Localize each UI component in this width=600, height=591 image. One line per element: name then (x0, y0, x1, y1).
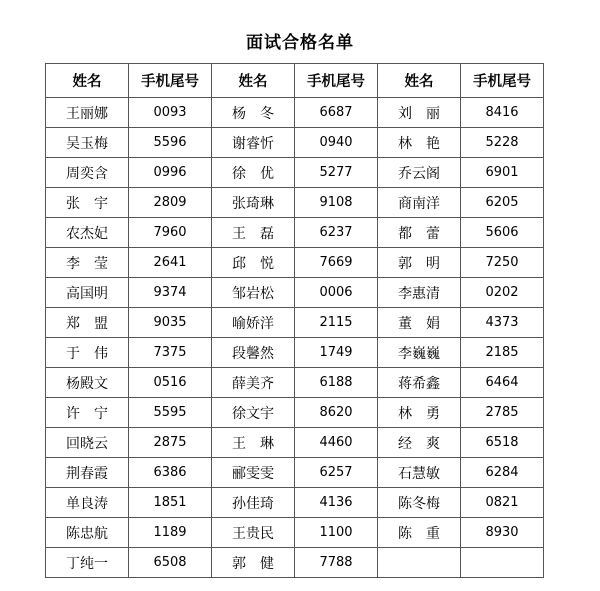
phone-suffix-cell: 5606 (461, 218, 544, 248)
phone-suffix-cell: 6687 (295, 98, 378, 128)
phone-suffix-cell: 7788 (295, 548, 378, 578)
phone-suffix-cell: 0093 (129, 98, 212, 128)
phone-suffix-cell: 5595 (129, 398, 212, 428)
name-cell: 农杰妃 (46, 218, 129, 248)
column-header-name: 姓名 (212, 64, 295, 98)
name-cell: 吴玉梅 (46, 128, 129, 158)
name-cell: 回晓云 (46, 428, 129, 458)
name-cell: 于 伟 (46, 338, 129, 368)
table-row (46, 128, 544, 158)
phone-suffix-cell: 7375 (129, 338, 212, 368)
name-cell: 董 娟 (378, 308, 461, 338)
name-cell: 王 琳 (212, 428, 295, 458)
phone-suffix-cell: 6518 (461, 428, 544, 458)
table-row (46, 248, 544, 278)
phone-suffix-cell: 0821 (461, 488, 544, 518)
phone-suffix-cell: 0516 (129, 368, 212, 398)
name-cell: 喻娇洋 (212, 308, 295, 338)
phone-suffix-cell: 5228 (461, 128, 544, 158)
phone-suffix-cell (461, 548, 544, 578)
phone-suffix-cell: 6386 (129, 458, 212, 488)
name-cell: 杨 冬 (212, 98, 295, 128)
name-cell: 石慧敏 (378, 458, 461, 488)
phone-suffix-cell: 6284 (461, 458, 544, 488)
phone-suffix-cell: 2641 (129, 248, 212, 278)
table-row (46, 338, 544, 368)
phone-suffix-cell: 0202 (461, 278, 544, 308)
column-header-name: 姓名 (378, 64, 461, 98)
table-header-row (46, 64, 544, 98)
phone-suffix-cell: 0940 (295, 128, 378, 158)
phone-suffix-cell: 9035 (129, 308, 212, 338)
name-cell: 段馨然 (212, 338, 295, 368)
phone-suffix-cell: 9374 (129, 278, 212, 308)
table-body (46, 98, 544, 578)
name-cell: 孙佳琦 (212, 488, 295, 518)
name-cell: 王 磊 (212, 218, 295, 248)
name-cell: 张琦琳 (212, 188, 295, 218)
phone-suffix-cell: 1189 (129, 518, 212, 548)
column-header-phone-suffix: 手机尾号 (461, 64, 544, 98)
name-cell: 郭 明 (378, 248, 461, 278)
phone-suffix-cell: 1851 (129, 488, 212, 518)
name-cell: 乔云阁 (378, 158, 461, 188)
name-cell: 许 宁 (46, 398, 129, 428)
name-cell: 郭 健 (212, 548, 295, 578)
page-title: 面试合格名单 (246, 33, 354, 53)
table-row (46, 368, 544, 398)
phone-suffix-cell: 7960 (129, 218, 212, 248)
table-row (46, 308, 544, 338)
name-cell: 周奕含 (46, 158, 129, 188)
table-row (46, 458, 544, 488)
name-cell: 商南洋 (378, 188, 461, 218)
phone-suffix-cell: 4373 (461, 308, 544, 338)
name-cell: 陈 重 (378, 518, 461, 548)
name-cell: 蒋希鑫 (378, 368, 461, 398)
phone-suffix-cell: 8930 (461, 518, 544, 548)
name-cell: 经 爽 (378, 428, 461, 458)
phone-suffix-cell: 1100 (295, 518, 378, 548)
column-header-phone-suffix: 手机尾号 (295, 64, 378, 98)
phone-suffix-cell: 1749 (295, 338, 378, 368)
column-header-phone-suffix: 手机尾号 (129, 64, 212, 98)
phone-suffix-cell: 7250 (461, 248, 544, 278)
phone-suffix-cell: 0996 (129, 158, 212, 188)
phone-suffix-cell: 6508 (129, 548, 212, 578)
name-cell: 郦雯雯 (212, 458, 295, 488)
phone-suffix-cell: 5596 (129, 128, 212, 158)
name-cell: 薛美齐 (212, 368, 295, 398)
phone-suffix-cell: 0006 (295, 278, 378, 308)
name-cell: 张 宇 (46, 188, 129, 218)
phone-suffix-cell: 8416 (461, 98, 544, 128)
name-cell: 徐 优 (212, 158, 295, 188)
name-cell: 王贵民 (212, 518, 295, 548)
name-cell: 邹岩松 (212, 278, 295, 308)
phone-suffix-cell: 4136 (295, 488, 378, 518)
name-cell: 林 勇 (378, 398, 461, 428)
table-row (46, 548, 544, 578)
phone-suffix-cell: 8620 (295, 398, 378, 428)
name-cell: 王丽娜 (46, 98, 129, 128)
phone-suffix-cell: 2875 (129, 428, 212, 458)
table-row (46, 428, 544, 458)
phone-suffix-cell: 2185 (461, 338, 544, 368)
phone-suffix-cell: 6237 (295, 218, 378, 248)
name-cell: 徐文宇 (212, 398, 295, 428)
phone-suffix-cell: 2809 (129, 188, 212, 218)
name-cell: 单良涛 (46, 488, 129, 518)
column-header-name: 姓名 (46, 64, 129, 98)
phone-suffix-cell: 6901 (461, 158, 544, 188)
table-row (46, 488, 544, 518)
phone-suffix-cell: 9108 (295, 188, 378, 218)
phone-suffix-cell: 4460 (295, 428, 378, 458)
table-row (46, 188, 544, 218)
phone-suffix-cell: 7669 (295, 248, 378, 278)
name-cell: 谢睿忻 (212, 128, 295, 158)
name-cell: 林 艳 (378, 128, 461, 158)
table-row (46, 398, 544, 428)
phone-suffix-cell: 6464 (461, 368, 544, 398)
table-row (46, 278, 544, 308)
name-cell: 李 莹 (46, 248, 129, 278)
name-cell: 李惠清 (378, 278, 461, 308)
phone-suffix-cell: 6257 (295, 458, 378, 488)
name-cell: 郑 盟 (46, 308, 129, 338)
name-cell: 高国明 (46, 278, 129, 308)
name-cell: 都 蕾 (378, 218, 461, 248)
name-cell: 李巍巍 (378, 338, 461, 368)
name-cell: 陈冬梅 (378, 488, 461, 518)
phone-suffix-cell: 6205 (461, 188, 544, 218)
name-cell: 荆春霞 (46, 458, 129, 488)
phone-suffix-cell: 5277 (295, 158, 378, 188)
phone-suffix-cell: 2785 (461, 398, 544, 428)
name-cell (378, 548, 461, 578)
name-cell: 陈忠航 (46, 518, 129, 548)
phone-suffix-cell: 6188 (295, 368, 378, 398)
name-cell: 丁纯一 (46, 548, 129, 578)
phone-suffix-cell: 2115 (295, 308, 378, 338)
table-row (46, 98, 544, 128)
name-cell: 刘 丽 (378, 98, 461, 128)
table-row (46, 158, 544, 188)
name-cell: 杨殿文 (46, 368, 129, 398)
name-cell: 邱 悦 (212, 248, 295, 278)
table-row (46, 518, 544, 548)
candidate-table (45, 63, 544, 578)
table-row (46, 218, 544, 248)
